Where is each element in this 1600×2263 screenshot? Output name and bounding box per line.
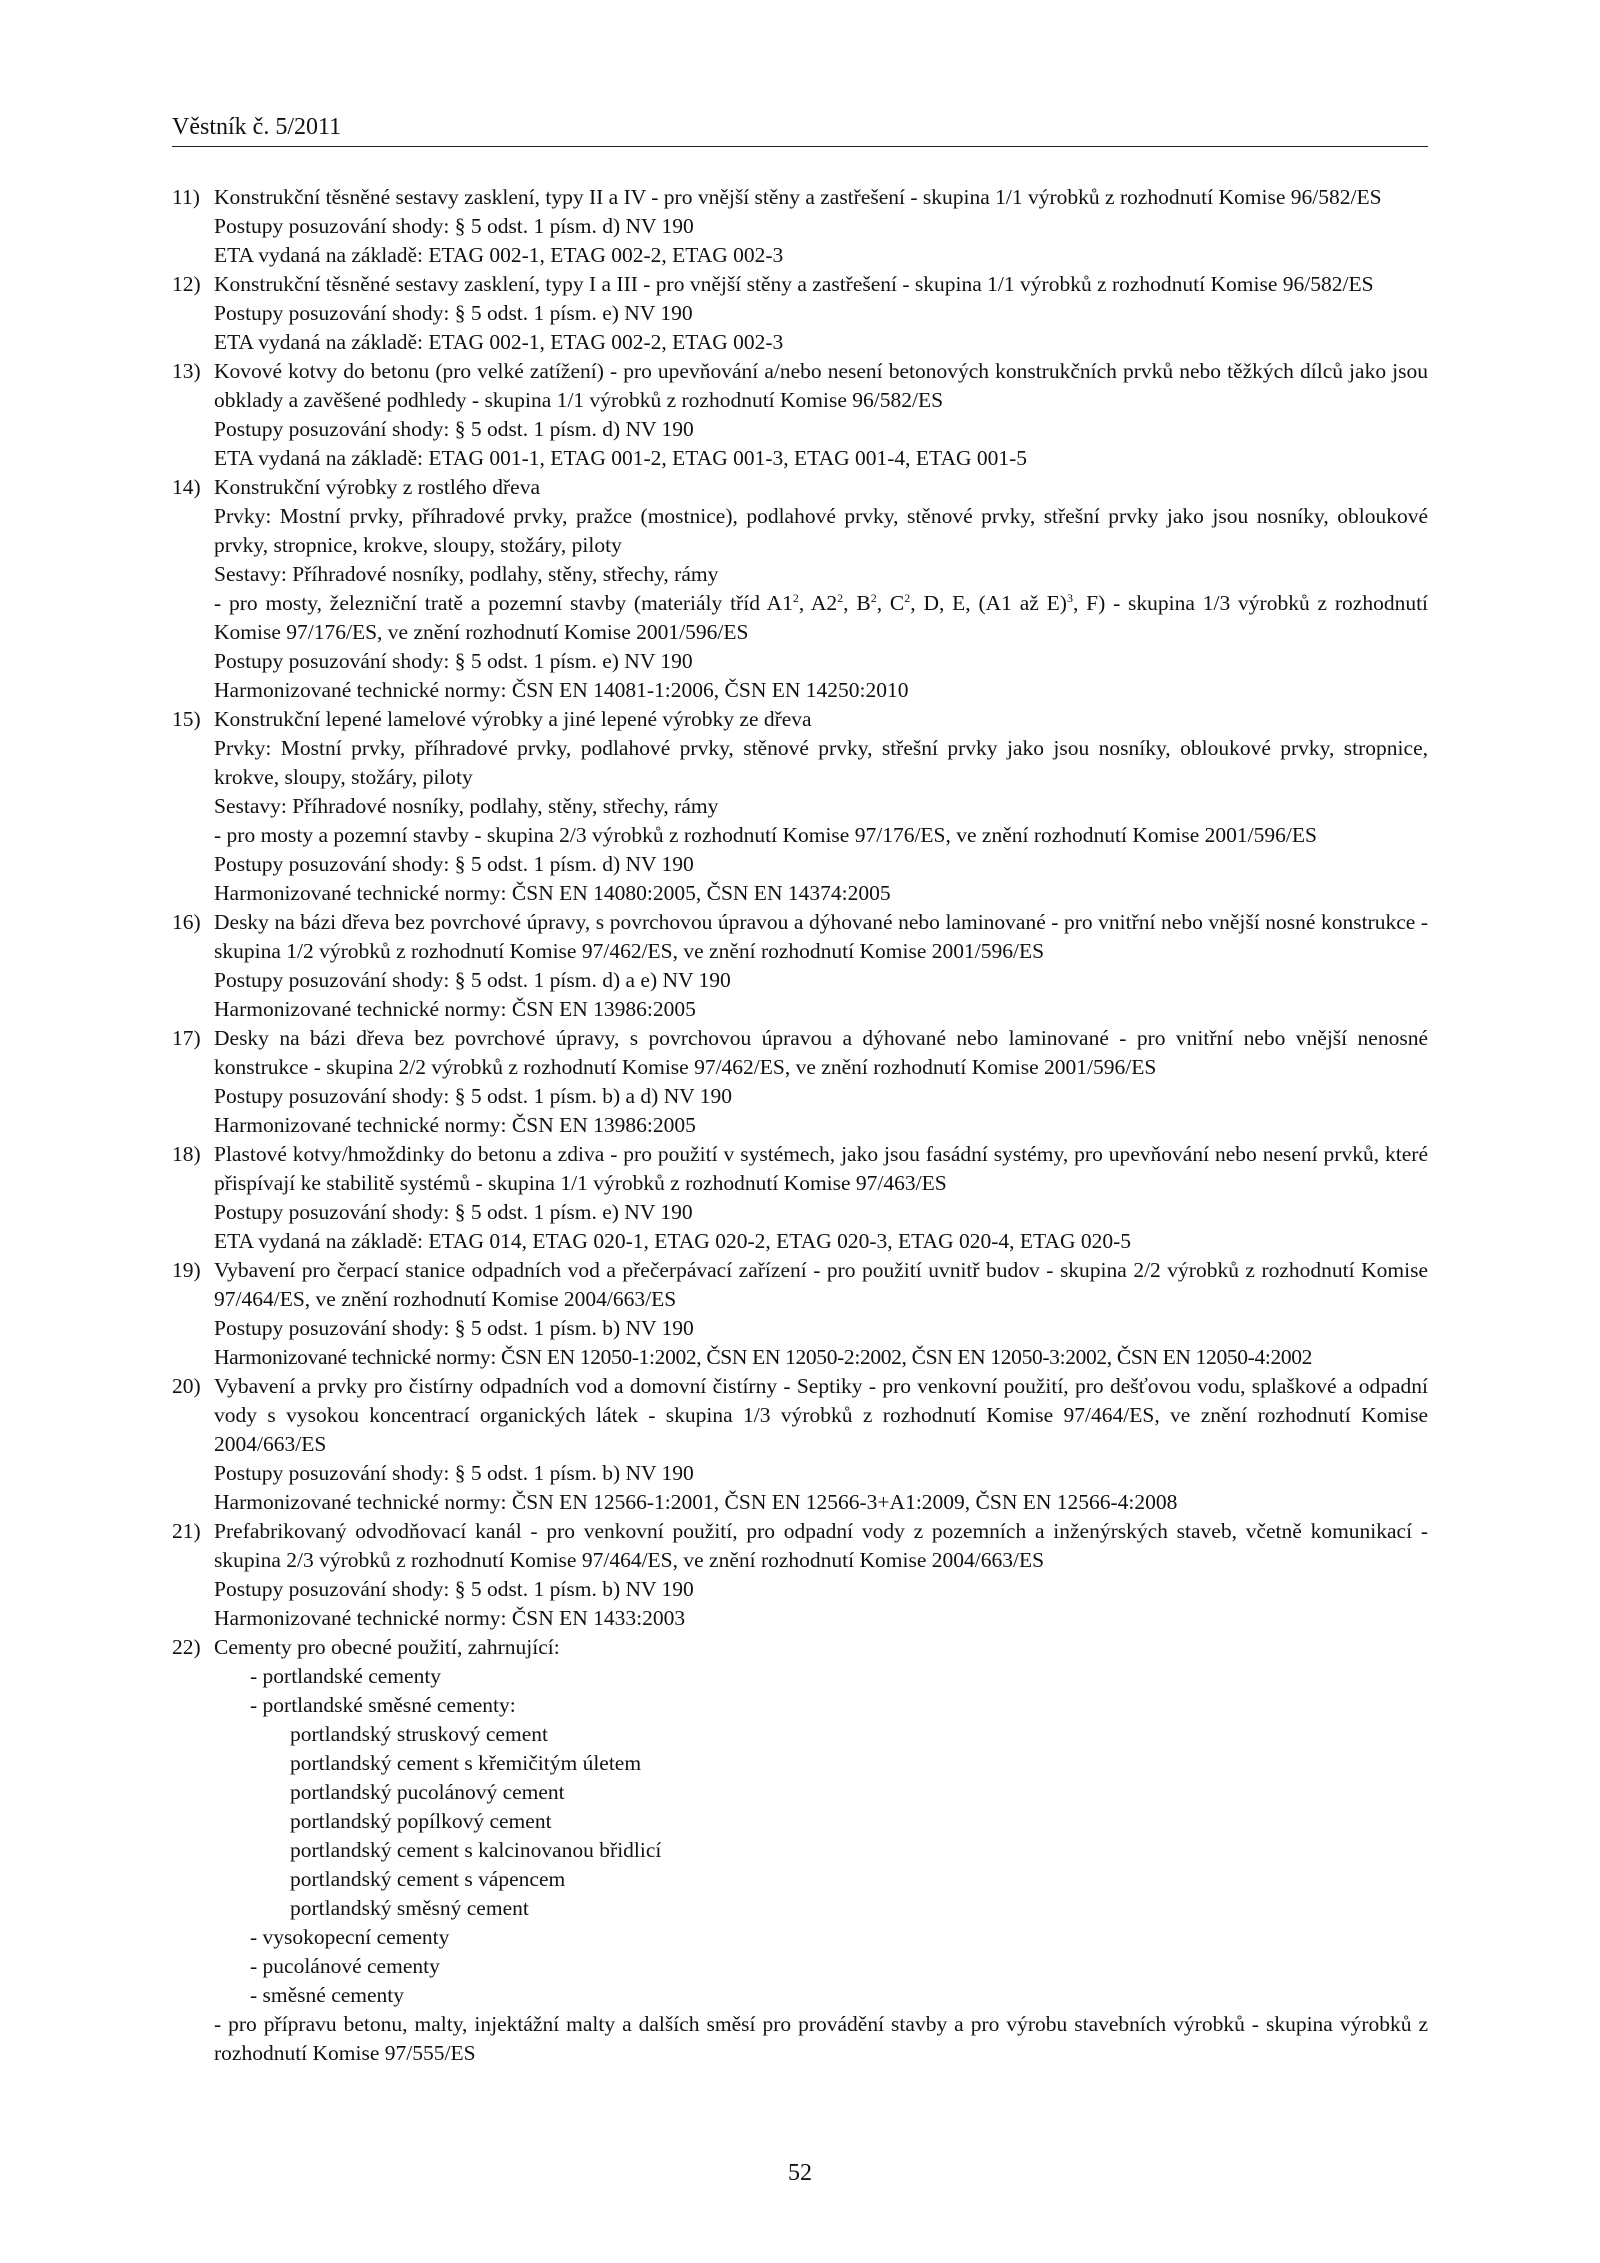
item-text: Harmonizované technické normy: ČSN EN 14081-1:2006, ČSN EN 14250:2010 (214, 678, 909, 702)
item-number: 14) (172, 475, 201, 499)
sub-item: portlandský směsný cement (290, 1896, 529, 1920)
list-item (172, 1517, 1428, 1633)
item-number: 21) (172, 1519, 201, 1543)
item-text: Sestavy: Příhradové nosníky, podlahy, stěny, střechy, rámy (214, 562, 719, 586)
list-item (172, 1372, 1428, 1517)
item-text: Harmonizované technické normy: ČSN EN 13986:2005 (214, 997, 696, 1021)
item-text: Harmonizované technické normy: ČSN EN 14080:2005, ČSN EN 14374:2005 (214, 881, 891, 905)
item-text: Prvky: Mostní prvky, příhradové prvky, pražce (mostnice), podlahové prvky, stěnové prvky, střešní prvky jako jsou nosníky, obloukové prvky, stropnice, krokve, sloupy, stožáry, piloty (214, 504, 1428, 557)
item-text: Postupy posuzování shody: § 5 odst. 1 písm. d) NV 190 (214, 852, 694, 876)
bullet-item: - portlandské směsné cementy: (250, 1693, 516, 1717)
item-text: Postupy posuzování shody: § 5 odst. 1 písm. b) NV 190 (214, 1461, 694, 1485)
item-text: Prefabrikovaný odvodňovací kanál - pro venkovní použití, pro odpadní vody z pozemních a inženýrských staveb, včetně komunikací - skupina 2/3 výrobků z rozhodnutí Komise 97/464/ES, ve znění rozhodnutí Komise 2004/663/ES (214, 1519, 1428, 1572)
item-text: Postupy posuzování shody: § 5 odst. 1 písm. b) NV 190 (214, 1316, 694, 1340)
item-text: ETA vydaná na základě: ETAG 001-1, ETAG 001-2, ETAG 001-3, ETAG 001-4, ETAG 001-5 (214, 446, 1028, 470)
bullet-item: - portlandské cementy (250, 1664, 442, 1688)
item-text: Vybavení a prvky pro čistírny odpadních vod a domovní čistírny - Septiky - pro venkovní použití, pro dešťovou vodu, splaškové a odpadní vody s vysokou koncentrací organických látek - skupina 1/3 výrobků z rozhodnutí Komise 97/464/ES, ve znění rozhodnutí Komise 2004/663/ES (214, 1374, 1428, 1456)
sub-item: portlandský pucolánový cement (290, 1780, 565, 1804)
list-item (172, 357, 1428, 473)
item-text: Postupy posuzování shody: § 5 odst. 1 písm. e) NV 190 (214, 301, 693, 325)
list-item (172, 270, 1428, 357)
item-number: 15) (172, 707, 201, 731)
item-text: Postupy posuzování shody: § 5 odst. 1 písm. e) NV 190 (214, 649, 693, 673)
list-item (172, 183, 1428, 270)
header-rule (172, 146, 1428, 147)
item-text: Harmonizované technické normy: ČSN EN 1433:2003 (214, 1606, 686, 1630)
item-text: Kovové kotvy do betonu (pro velké zatížení) - pro upevňování a/nebo nesení betonových konstrukčních prvků nebo těžkých dílců jako jsou obklady a zavěšené podhledy - skupina 1/1 výrobků z rozhodnutí Komise 96/582/ES (214, 359, 1428, 412)
list-item (172, 908, 1428, 1024)
item-text: Vybavení pro čerpací stanice odpadních vod a přečerpávací zařízení - pro použití uvnitř budov - skupina 2/2 výrobků z rozhodnutí Komise 97/464/ES, ve znění rozhodnutí Komise 2004/663/ES (214, 1258, 1428, 1311)
item-text: Harmonizované technické normy: ČSN EN 12050-1:2002, ČSN EN 12050-2:2002, ČSN EN 12050-3:2002, ČSN EN 12050-4:2002 (214, 1345, 1313, 1369)
item-text: Postupy posuzování shody: § 5 odst. 1 písm. d) NV 190 (214, 214, 694, 238)
list-item (172, 473, 1428, 705)
list-item (172, 1140, 1428, 1256)
item-number: 17) (172, 1026, 201, 1050)
item-number: 22) (172, 1635, 201, 1659)
item-text: Postupy posuzování shody: § 5 odst. 1 písm. d) a e) NV 190 (214, 968, 731, 992)
item-text: Konstrukční těsněné sestavy zasklení, typy I a III - pro vnější stěny a zastřešení - skupina 1/1 výrobků z rozhodnutí Komise 96/582/ES (214, 272, 1374, 296)
running-header: Věstník č. 5/2011 (172, 114, 342, 140)
item-number: 18) (172, 1142, 201, 1166)
item-text: Postupy posuzování shody: § 5 odst. 1 písm. d) NV 190 (214, 417, 694, 441)
list-item (172, 1256, 1428, 1372)
sub-item: portlandský popílkový cement (290, 1809, 552, 1833)
bullet-item: - pucolánové cementy (250, 1954, 440, 1978)
item-text: Konstrukční lepené lamelové výrobky a jiné lepené výrobky ze dřeva (214, 707, 812, 731)
page-number: 52 (788, 2160, 812, 2186)
bullet-item: - směsné cementy (250, 1983, 405, 2007)
list-item (172, 1633, 1428, 2068)
item-text: ETA vydaná na základě: ETAG 014, ETAG 020-1, ETAG 020-2, ETAG 020-3, ETAG 020-4, ETAG 020-5 (214, 1229, 1132, 1253)
item-text: Plastové kotvy/hmoždinky do betonu a zdiva - pro použití v systémech, jako jsou fasádní systémy, pro upevňování nebo nesení prvků, které přispívají ke stabilitě systémů - skupina 1/1 výrobků z rozhodnutí Komise 97/463/ES (214, 1142, 1428, 1195)
item-number: 11) (172, 185, 200, 209)
item-text: - pro přípravu betonu, malty, injektážní malty a dalších směsí pro provádění stavby a pro výrobu stavebních výrobků - skupina výrobků z rozhodnutí Komise 97/555/ES (214, 2012, 1428, 2065)
item-text: Desky na bázi dřeva bez povrchové úpravy, s povrchovou úpravou a dýhované nebo laminované - pro vnitřní nebo vnější nosné konstrukce - skupina 1/2 výrobků z rozhodnutí Komise 97/462/ES, ve znění rozhodnutí Komise 2001/596/ES (214, 910, 1428, 963)
item-text-with-superscripts: - pro mosty, železniční tratě a pozemní stavby (materiály tříd $A1^2$, $A2^2$, $B^2$, $C^2$, D, E, (A1 až E)$^3$, F) - skupina 1/3 výrobků z rozhodnutí Komise 97/176/ES, ve znění rozhodnutí Komise 2001/596/ES (214, 590, 1429, 644)
list-item (172, 1024, 1428, 1140)
item-text: ETA vydaná na základě: ETAG 002-1, ETAG 002-2, ETAG 002-3 (214, 330, 784, 354)
item-text: Harmonizované technické normy: ČSN EN 13986:2005 (214, 1113, 696, 1137)
item-text: Postupy posuzování shody: § 5 odst. 1 písm. b) NV 190 (214, 1577, 694, 1601)
sub-item: portlandský struskový cement (290, 1722, 548, 1746)
sub-item: portlandský cement s vápencem (290, 1867, 566, 1891)
item-text: Desky na bázi dřeva bez povrchové úpravy, s povrchovou úpravou a dýhované nebo laminované - pro vnitřní nebo vnější nenosné konstrukce - skupina 2/2 výrobků z rozhodnutí Komise 97/462/ES, ve znění rozhodnutí Komise 2001/596/ES (214, 1026, 1428, 1079)
item-number: 12) (172, 272, 201, 296)
item-number: 16) (172, 910, 201, 934)
bullet-item: - vysokopecní cementy (250, 1925, 450, 1949)
sub-item: portlandský cement s křemičitým úletem (290, 1751, 642, 1775)
sub-item: portlandský cement s kalcinovanou břidlicí (290, 1838, 662, 1862)
item-number: 19) (172, 1258, 201, 1282)
item-text: Prvky: Mostní prvky, příhradové prvky, podlahové prvky, stěnové prvky, střešní prvky jako jsou nosníky, obloukové prvky, stropnice, krokve, sloupy, stožáry, piloty (214, 736, 1428, 789)
item-number: 20) (172, 1374, 201, 1398)
item-text: Cementy pro obecné použití, zahrnující: (214, 1635, 560, 1659)
list-item (172, 705, 1428, 908)
item-text: Sestavy: Příhradové nosníky, podlahy, stěny, střechy, rámy (214, 794, 719, 818)
item-text: Postupy posuzování shody: § 5 odst. 1 písm. e) NV 190 (214, 1200, 693, 1224)
item-text: - pro mosty a pozemní stavby - skupina 2/3 výrobků z rozhodnutí Komise 97/176/ES, ve znění rozhodnutí Komise 2001/596/ES (214, 823, 1317, 847)
item-text: Postupy posuzování shody: § 5 odst. 1 písm. b) a d) NV 190 (214, 1084, 732, 1108)
document-body (172, 183, 1428, 2068)
item-text: Konstrukční výrobky z rostlého dřeva (214, 475, 541, 499)
item-number: 13) (172, 359, 201, 383)
item-text: Konstrukční těsněné sestavy zasklení, typy II a IV - pro vnější stěny a zastřešení - skupina 1/1 výrobků z rozhodnutí Komise 96/582/ES (214, 185, 1382, 209)
item-text: Harmonizované technické normy: ČSN EN 12566-1:2001, ČSN EN 12566-3+A1:2009, ČSN EN 12566-4:2008 (214, 1490, 1178, 1514)
item-text: ETA vydaná na základě: ETAG 002-1, ETAG 002-2, ETAG 002-3 (214, 243, 784, 267)
